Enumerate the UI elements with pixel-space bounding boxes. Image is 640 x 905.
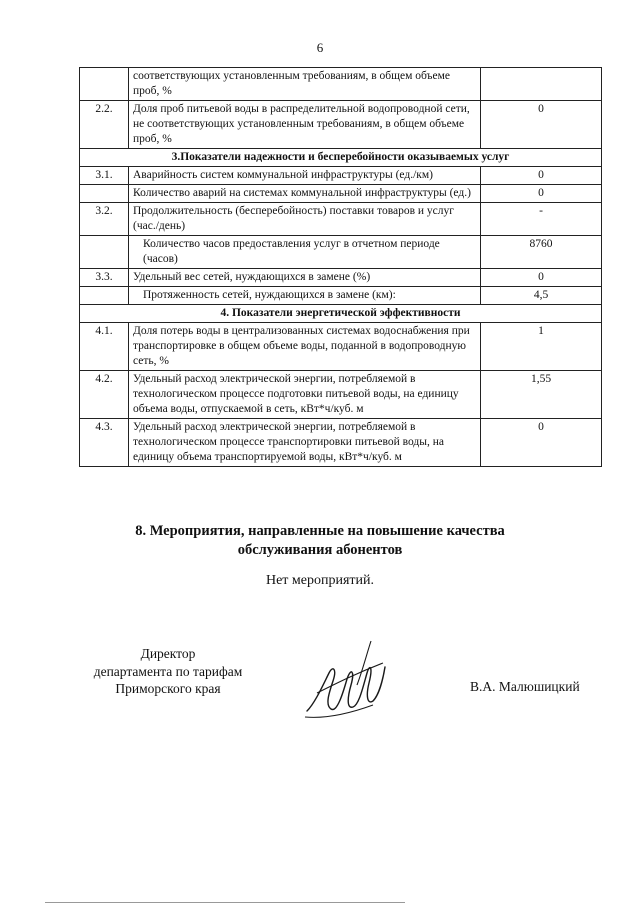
table-row xyxy=(80,287,602,305)
indicator-description: Аварийность систем коммунальной инфраструктуры (ед./км) xyxy=(129,167,481,185)
indicator-number xyxy=(80,68,129,101)
indicator-value: 0 xyxy=(481,167,602,185)
table-row xyxy=(80,203,602,236)
indicator-value xyxy=(481,68,602,101)
indicator-description: Доля потерь воды в централизованных системах водоснабжения при транспортировке в общем объеме воды, поданной в водопроводную сеть, % xyxy=(129,323,481,371)
indicators-table-body xyxy=(80,68,602,467)
indicator-number xyxy=(80,287,129,305)
signer-position-line3: Приморского края xyxy=(115,681,221,696)
indicator-number: 3.2. xyxy=(80,203,129,236)
indicator-number: 3.3. xyxy=(80,269,129,287)
indicator-value: 4,5 xyxy=(481,287,602,305)
bottom-divider xyxy=(45,902,405,903)
indicator-value: 0 xyxy=(481,269,602,287)
table-row xyxy=(80,419,602,467)
table-row xyxy=(80,236,602,269)
indicator-value: 0 xyxy=(481,185,602,203)
table-row xyxy=(80,167,602,185)
indicators-table xyxy=(79,67,602,467)
indicator-value: 8760 xyxy=(481,236,602,269)
signer-position xyxy=(60,645,276,698)
indicator-value: 0 xyxy=(481,101,602,149)
table-row xyxy=(80,269,602,287)
table-row xyxy=(80,371,602,419)
indicator-number: 3.1. xyxy=(80,167,129,185)
indicator-value: 1,55 xyxy=(481,371,602,419)
table-section-row xyxy=(80,149,602,167)
indicator-value: 0 xyxy=(481,419,602,467)
signer-position-line1: Директор xyxy=(140,646,196,661)
page-number: 6 xyxy=(316,40,324,55)
indicator-number: 4.2. xyxy=(80,371,129,419)
signer-position-line2: департамента по тарифам xyxy=(93,663,243,679)
indicator-value: 1 xyxy=(481,323,602,371)
indicator-value: - xyxy=(481,203,602,236)
indicator-description: Количество часов предоставления услуг в отчетном периоде (часов) xyxy=(129,236,481,269)
indicator-description: Количество аварий на системах коммунальной инфраструктуры (ед.) xyxy=(129,185,481,203)
indicator-number: 4.3. xyxy=(80,419,129,467)
indicator-description: Доля проб питьевой воды в распределительной водопроводной сети, не соответствующих установленным требованиям, в общем объеме проб, % xyxy=(129,101,481,149)
indicator-number xyxy=(80,185,129,203)
no-measures-text: Нет мероприятий. xyxy=(265,573,375,588)
indicator-description: Протяженность сетей, нуждающихся в замене (км): xyxy=(129,287,481,305)
handwritten-signature xyxy=(297,633,392,723)
section-heading: 4. Показатели энергетической эффективности xyxy=(80,305,602,323)
indicator-number: 4.1. xyxy=(80,323,129,371)
indicator-number: 2.2. xyxy=(80,101,129,149)
section-heading: 3.Показатели надежности и бесперебойности оказываемых услуг xyxy=(80,149,602,167)
table-row xyxy=(80,68,602,101)
indicator-description: Продолжительность (бесперебойность) поставки товаров и услуг (час./день) xyxy=(129,203,481,236)
indicator-description: Удельный расход электрической энергии, потребляемой в технологическом процессе транспортировки питьевой воды, на единицу объема транспортируемой воды, кВт*ч/куб. м xyxy=(129,419,481,467)
signer-name: В.А. Малюшицкий xyxy=(470,679,580,694)
table-row xyxy=(80,323,602,371)
table-row xyxy=(80,101,602,149)
indicator-description: Удельный расход электрической энергии, потребляемой в технологическом процессе подготовки питьевой воды, на единицу объема воды, отпускаемой в сеть, кВт*ч/куб. м xyxy=(129,371,481,419)
indicator-description: соответствующих установленным требованиям, в общем объеме проб, % xyxy=(129,68,481,101)
table-section-row xyxy=(80,305,602,323)
section-8-title-line1: 8. Мероприятия, направленные на повышение качества xyxy=(135,523,505,539)
section-8-title-line2: обслуживания абонентов xyxy=(237,542,403,558)
section-8-heading xyxy=(0,522,640,560)
indicator-description: Удельный вес сетей, нуждающихся в замене (%) xyxy=(129,269,481,287)
indicator-number xyxy=(80,236,129,269)
table-row xyxy=(80,185,602,203)
